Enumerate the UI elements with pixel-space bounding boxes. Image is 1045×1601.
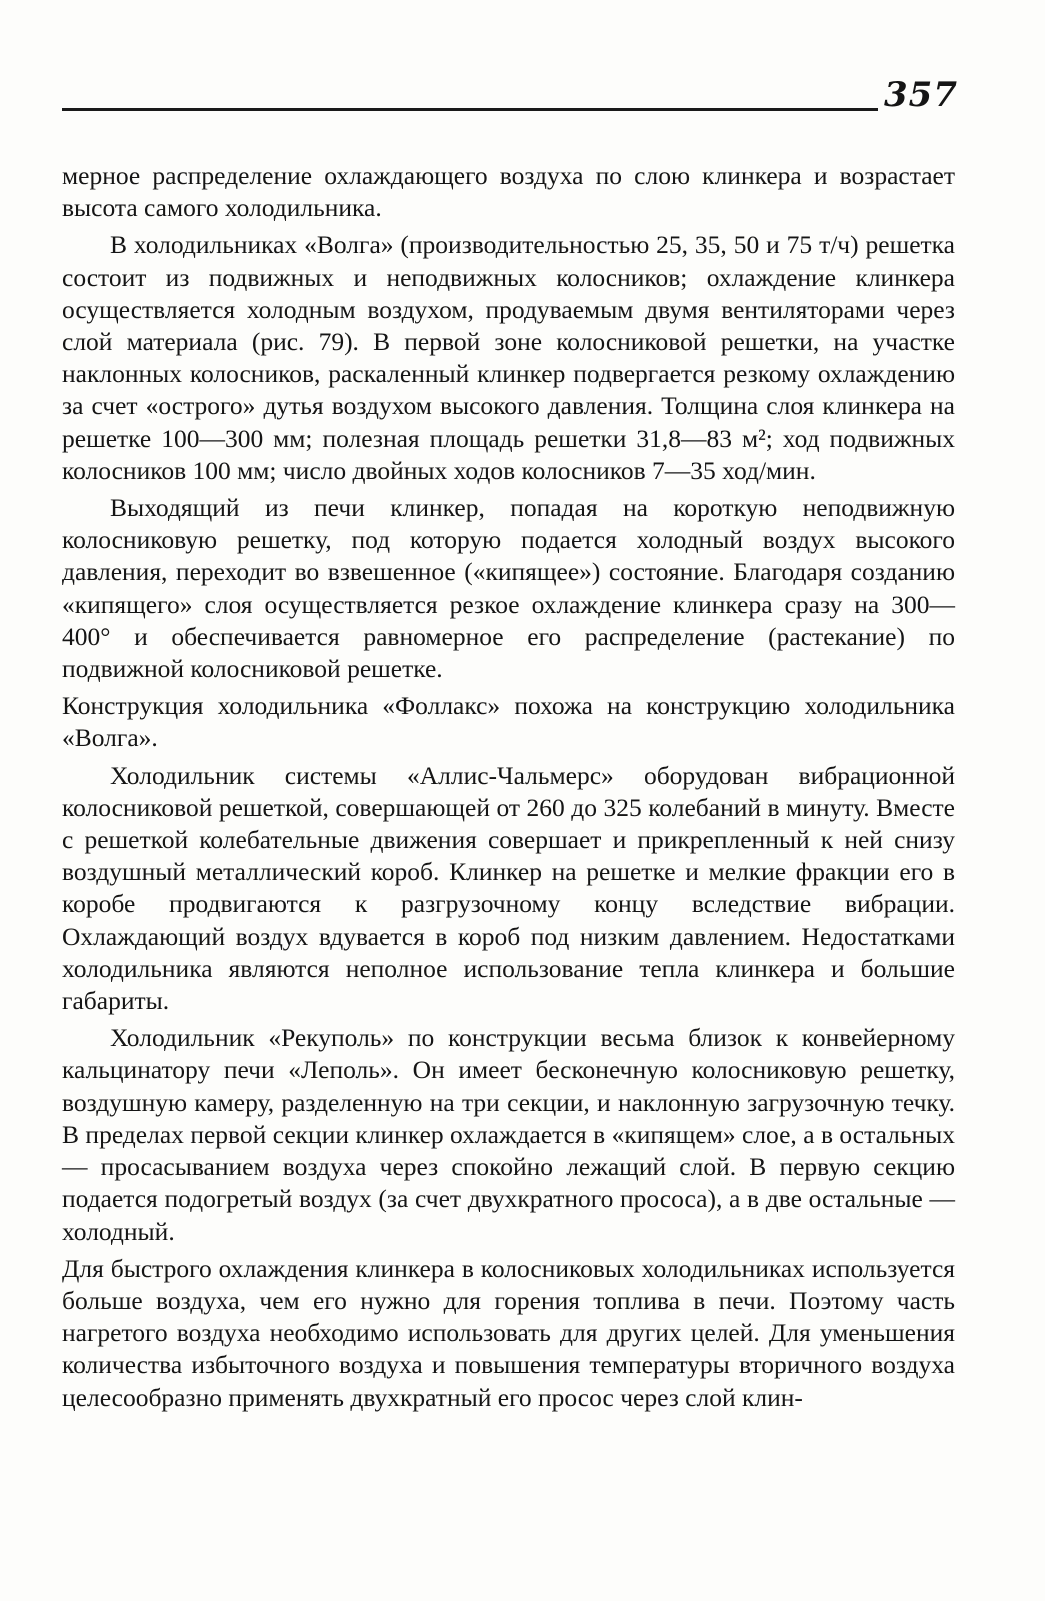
page-header (62, 74, 960, 124)
paragraph-follax-cooler: Конструкция холодильника «Фоллакс» похожа на конструкцию холодильника «Волга». (62, 691, 955, 753)
paragraph-recupol-cooler: Холодильник «Рекуполь» по конструкции весьма близок к конвейерному кальцинатору печи «Леполь». Он имеет бесконечную колосниковую решетку, воздушную камеру, разделенную на три секции, и наклонную загрузочную течку. В пределах первой секции клинкер охлаждается в «кипящем» слое, а в остальных — просасыванием воздуха через спокойно лежащий слой. В первую секцию подается подогретый воздух (за счет двухкратного прососа), а в две остальные — холодный. (62, 1023, 955, 1246)
paragraph-continuation: мерное распределение охлаждающего воздуха по слою клинкера и возрастает высота самого холодильника. (62, 161, 955, 223)
header-rule (62, 108, 878, 111)
paragraph-volga-cooler: В холодильниках «Волга» (производительностью 25, 35, 50 и 75 т/ч) решетка состоит из подвижных и неподвижных колосников; охлаждение клинкера осуществляется холодным воздухом, продуваемым двумя вентиляторами через слой материала (рис. 79). В первой зоне колосниковой решетки, на участке наклонных колосников, раскаленный клинкер подвергается резкому охлаждению за счет «острого» дутья воздухом высокого давления. Толщина слоя клинкера на решетке 100—300 мм; полезная площадь решетки 31,8—83 м²; ход подвижных колосников 100 мм; число двойных ходов колосников 7—35 ход/мин. (62, 230, 955, 485)
page-number: 357 (884, 75, 958, 115)
body-text (62, 160, 955, 1414)
paragraph-fluidized-layer: Выходящий из печи клинкер, попадая на короткую неподвижную колосниковую решетку, под которую подается холодный воздух высокого давления, переходит во взвешенное («кипящее») состояние. Благодаря созданию «кипящего» слоя осуществляется резкое охлаждение клинкера сразу на 300—400° и обеспечивается равномерное его распределение (растекание) по подвижной колосниковой решетке. (62, 493, 955, 684)
paragraph-air-usage: Для быстрого охлаждения клинкера в колосниковых холодильниках используется больше воздуха, чем его нужно для горения топлива в печи. Поэтому часть нагретого воздуха необходимо использовать для других целей. Для уменьшения количества избыточного воздуха и повышения температуры вторичного воздуха целесообразно применять двухкратный его просос через слой клин- (62, 1253, 955, 1412)
paragraph-allis-chalmers-cooler: Холодильник системы «Аллис-Чальмерс» оборудован вибрационной колосниковой решеткой, совершающей от 260 до 325 колебаний в минуту. Вместе с решеткой колебательные движения совершает и прикрепленный к ней снизу воздушный металлический короб. Клинкер на решетке и мелкие фракции его в коробе продвигаются к разгрузочному концу вследствие вибрации. Охлаждающий воздух вдувается в короб под низким давлением. Недостатками холодильника являются неполное использование тепла клинкера и большие габариты. (62, 760, 955, 1016)
